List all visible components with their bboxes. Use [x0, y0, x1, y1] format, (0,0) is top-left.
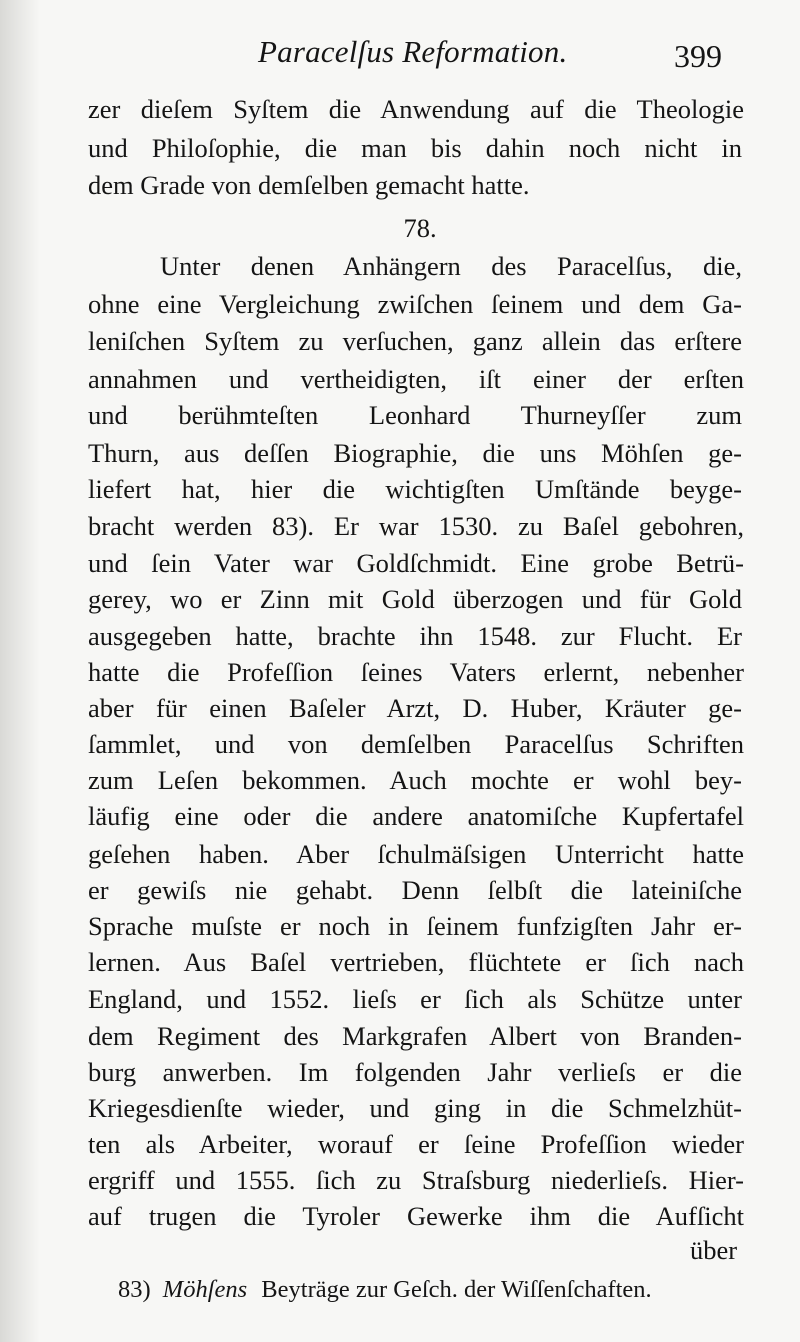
text-line: Kriegesdienſte wieder, und ging in die Schmelzhüt- — [88, 1093, 742, 1123]
text-line: ten als Arbeiter, worauf er ſeine Profeſſion wieder — [88, 1129, 744, 1159]
text-line: ohne eine Vergleichung zwiſchen ſeinem und dem Ga- — [88, 289, 742, 319]
text-line: liefert hat, hier die wichtigſten Umſtände beyge- — [88, 474, 742, 504]
text-line: leniſchen Syſtem zu verſuchen, ganz allein das erſtere — [88, 326, 742, 356]
running-header-title: Paracelſus Reformation. — [258, 34, 568, 69]
page-number: 399 — [674, 38, 722, 74]
text-line: hatte die Profeſſion ſeines Vaters erlernt, nebenher — [88, 657, 744, 687]
text-line: läufig eine oder die andere anatomiſche Kupfertafel — [88, 801, 744, 831]
text-line: dem Regiment des Markgrafen Albert von Branden- — [88, 1021, 742, 1051]
catchword: über — [690, 1235, 738, 1265]
text-line: zer dieſem Syſtem die Anwendung auf die Theologie — [88, 94, 744, 124]
text-line: lernen. Aus Baſel vertrieben, flüchtete er ſich nach — [88, 947, 744, 977]
text-line: burg anwerben. Im folgenden Jahr verlieſs er die — [88, 1057, 742, 1087]
text-line: Sprache muſste er noch in ſeinem funfzigſten Jahr er- — [88, 911, 742, 941]
text-line: Thurn, aus deſſen Biographie, die uns Möhſen ge- — [88, 438, 742, 468]
text-line: aber für einen Baſeler Arzt, D. Huber, Kräuter ge- — [88, 693, 742, 723]
text-line: ſammlet, und von demſelben Paracelſus Schriften — [88, 729, 744, 759]
footnote-author: Möhſens — [162, 1276, 248, 1303]
page-edge-shadow — [0, 0, 40, 1342]
footnote — [118, 1276, 652, 1304]
text-line: und ſein Vater war Goldſchmidt. Eine grobe Betrü- — [88, 548, 744, 578]
text-line: und berühmteſten Leonhard Thurneyſſer zum — [88, 400, 742, 430]
text-line: auf trugen die Tyroler Gewerke ihm die Aufſicht — [88, 1201, 744, 1231]
footnote-number: 83) — [118, 1276, 151, 1303]
text-line: zum Leſen bekommen. Auch mochte er wohl bey- — [88, 765, 742, 795]
text-line: gerey, wo er Zinn mit Gold überzogen und für Gold — [88, 584, 742, 614]
text-line: dem Grade von demſelben gemacht hatte. — [88, 170, 530, 200]
text-line: ausgegeben hatte, brachte ihn 1548. zur Flucht. Er — [88, 621, 742, 651]
text-line: Unter denen Anhängern des Paracelſus, die, — [160, 251, 742, 281]
text-line: er gewiſs nie gehabt. Denn ſelbſt die lateiniſche — [88, 875, 742, 905]
text-line: bracht werden 83). Er war 1530. zu Baſel gebohren, — [88, 511, 744, 541]
text-line: England, und 1552. lieſs er ſich als Schütze unter — [88, 984, 742, 1014]
text-line: und Philoſophie, die man bis dahin noch nicht in — [88, 133, 742, 163]
text-line: annahmen und vertheidigten, iſt einer der erſten — [88, 364, 744, 394]
section-number: 78. — [403, 213, 437, 243]
footnote-text: Beyträge zur Geſch. der Wiſſenſchaften. — [261, 1276, 652, 1303]
text-line: geſehen haben. Aber ſchulmäſsigen Unterricht hatte — [88, 839, 744, 869]
text-line: ergriff und 1555. ſich zu Straſsburg niederlieſs. Hier- — [88, 1165, 744, 1195]
